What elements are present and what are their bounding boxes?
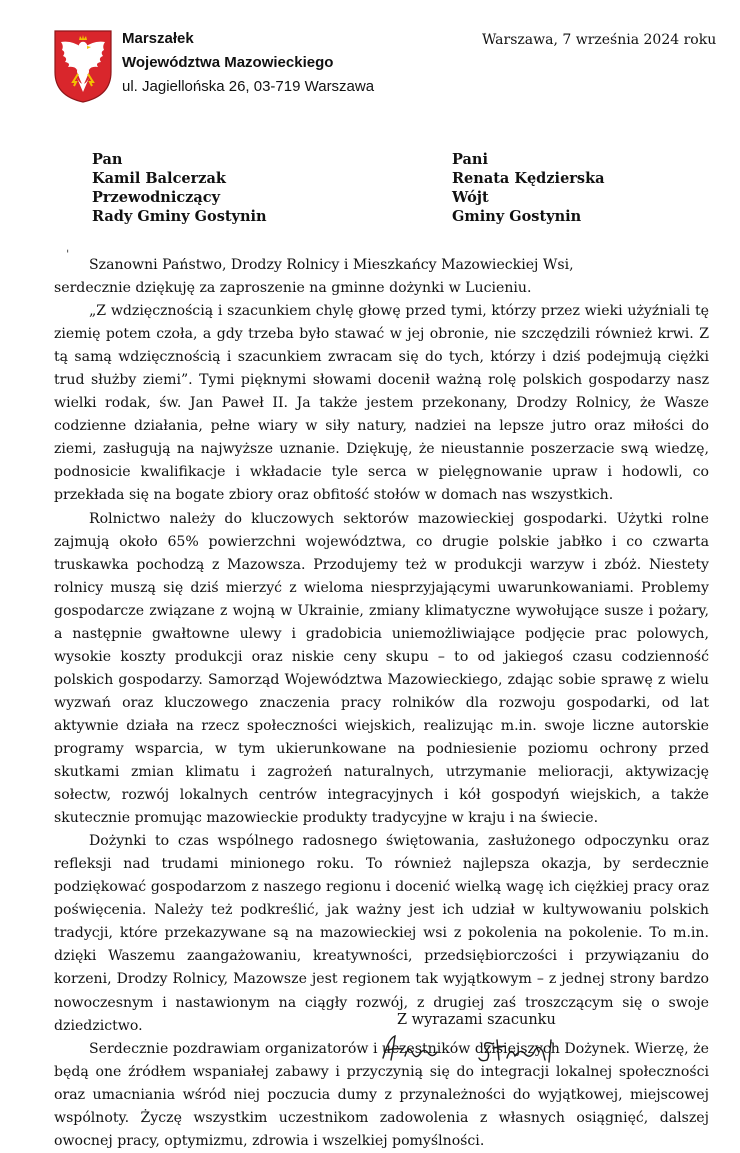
sender-office: Województwa Mazowieckiego bbox=[122, 54, 334, 71]
paragraph: Rolnictwo należy do kluczowych sektorów mazowieckiej gospodarki. Użytki rolne zajmują około 65% powierzchni województwa, co drugie polskie jabłko i co czwarta truskawka pochodzą z Mazowsza. Przodujemy też w produkcji warzyw i zbóż. Niestety rolnicy muszą się dziś mierzyć z wieloma niesprzyjającymi uwarunkowaniami. Problemy gospodarcze związane z wojną w Ukrainie, zmiany klimatyczne wywołujące susze i pożary, a następnie gwałtowne ulewy i gradobicia uniemożliwiające podjęcie prac polowych, wysokie koszty produkcji oraz niskie ceny skupu – to od jakiegoś czasu codzienność polskich gospodarzy. Samorząd Województwa Mazowieckiego, zdając sobie sprawę z wielu wyzwań oraz kluczowego znaczenia pracy rolników dla rozwoju gospodarki, od lat aktywnie działa na rzecz społeczności wiejskich, realizując m.in. swoje liczne autorskie programy wsparcia, w tym ukierunkowane na podniesienie poziomu ochrony przed skutkami zmian klimatu i zagrożeń naturalnych, utrzymanie melioracji, aktywizację sołectw, rozwój lokalnych centrów integracyjnych i kół gospodyń wiejskich, a także skutecznie promując mazowieckie produkty tradycyjne w kraju i na świecie. bbox=[54, 510, 709, 827]
recipient-right-line: Gminy Gostynin bbox=[452, 208, 582, 225]
letter-date: Warszawa, 7 września 2024 roku bbox=[482, 32, 717, 48]
eagle-crest-icon bbox=[52, 28, 114, 104]
recipient-left-line: Kamil Balcerzak bbox=[92, 170, 226, 187]
greeting: Szanowni Państwo, Drodzy Rolnicy i Mieszkańcy Mazowieckiej Wsi, bbox=[89, 257, 574, 273]
recipient-left-line: Rady Gminy Gostynin bbox=[92, 208, 267, 225]
closing-phrase: Z wyrazami szacunku bbox=[397, 1012, 556, 1028]
recipient-left bbox=[92, 150, 267, 226]
recipient-left-line: Przewodniczący bbox=[92, 189, 221, 206]
recipient-left-line: Pan bbox=[92, 151, 123, 168]
recipient-right-line: Renata Kędzierska bbox=[452, 170, 605, 187]
handwritten-signature bbox=[375, 1030, 605, 1070]
sender-address: ul. Jagiellońska 26, 03-719 Warszawa bbox=[122, 78, 375, 95]
paragraph: Serdecznie pozdrawiam organizatorów i uczestników dzisiejszych Dożynek. Wierzę, że będą one źródłem wspaniałej zabawy i przyczynią się do integracji lokalnej społeczności oraz umacniania wśród niej poczucia dumy z przynależności do wyjątkowej, miejscowej wspólnoty. Życzę wszystkim uczestnikom zadowolenia z własnych osiągnięć, dalszej owocnej pracy, optymizmu, zdrowia i wszelkiej pomyślności. bbox=[54, 1040, 709, 1149]
thanks-line: serdecznie dziękuję za zaproszenie na gminne dożynki w Lucieniu. bbox=[54, 280, 532, 297]
letterhead bbox=[52, 24, 732, 114]
paragraph: Dożynki to czas wspólnego radosnego świętowania, zasłużonego odpoczynku oraz refleksji nad trudami minionego roku. To również najlepsza okazja, by serdecznie podziękować gospodarzom z naszego regionu i docenić wielką wagę ich ciężkiej pracy oraz poświęcenia. Należy też podkreślić, jak ważny jest ich udział w kultywowaniu polskich tradycji, które przekazywane są na mazowieckiej wsi z pokolenia na pokolenie. To m.in. dzięki Waszemu zaangażowaniu, kreatywności, przedsiębiorczości i przywiązaniu do korzeni, Drodzy Rolnicy, Mazowsze jest regionem tak wyjątkowym – z jednej strony bardzo nowoczesnym i nastawionym na ciągły rozwój, z drugiej zaś troszczącym się o swoje dziedzictwo. bbox=[54, 833, 709, 1034]
letter-body bbox=[54, 254, 709, 1153]
recipient-right bbox=[452, 150, 605, 226]
scan-mark: ˌ bbox=[66, 240, 70, 254]
recipient-right-line: Wójt bbox=[452, 189, 489, 206]
recipient-right-line: Pani bbox=[452, 151, 488, 168]
paragraph: „Z wdzięcznością i szacunkiem chylę głowę przed tymi, którzy przez wieki użyźniali tę ziemię potem czoła, a gdy trzeba było stawać w jej obronie, nie szczędzili również krwi. Z tą samą wdzięcznością i szacunkiem zwracam się do tych, którzy i dziś podejmują ciężki trud służby ziemi”. Tymi pięknymi słowami docenił ważną rolę polskich gospodarzy nasz wielki rodak, św. Jan Paweł II. Ja także jestem przekonany, Drodzy Rolnicy, że Wasze codzienne działania, pełne wiary w siły natury, nadziei na lepsze jutro oraz miłości do ziemi, zasługują na najwyższe uznanie. Dziękuję, że nieustannie poszerzacie swą wiedzę, podnosicie kwalifikacje i wkładacie tyle serca w pielęgnowanie upraw i hodowli, co przekłada się na bogate zbiory oraz obfitość stołów w domach nas wszystkich. bbox=[54, 303, 709, 504]
sender-title: Marszałek bbox=[122, 30, 194, 47]
